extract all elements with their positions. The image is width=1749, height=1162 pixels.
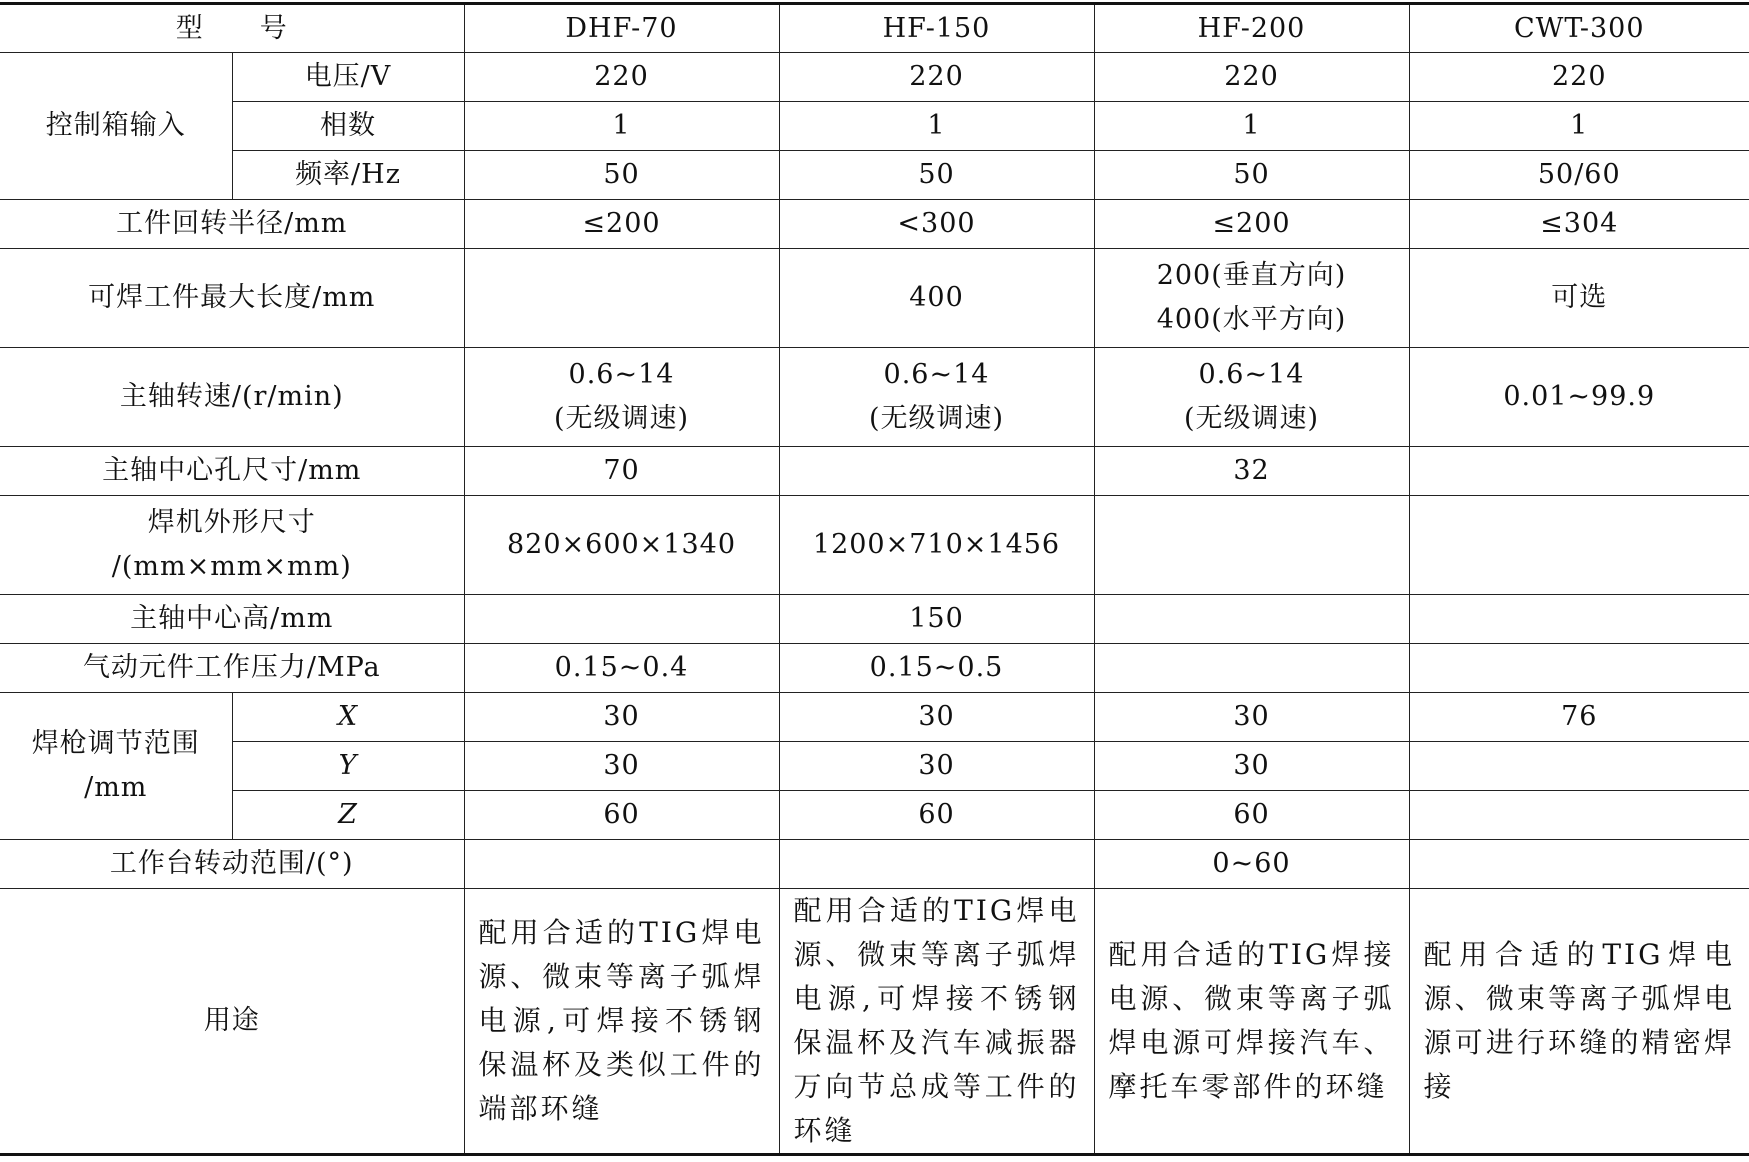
cell <box>464 249 779 348</box>
cell: 50 <box>1094 151 1409 200</box>
row-label: 用途 <box>0 889 464 1155</box>
cell <box>1409 791 1749 840</box>
model-header: CWT-300 <box>1409 4 1749 53</box>
table-row <box>0 644 1749 693</box>
cell-note: (无级调速) <box>553 403 690 434</box>
cell <box>779 447 1094 496</box>
row-label: 工件回转半径/mm <box>0 200 464 249</box>
cell-line: 400(水平方向) <box>1156 304 1347 335</box>
row-label: 相数 <box>232 102 464 151</box>
table-row <box>0 53 1749 102</box>
cell <box>1094 644 1409 693</box>
cell: 60 <box>464 791 779 840</box>
table-row <box>0 447 1749 496</box>
cell: 0.15~0.5 <box>779 644 1094 693</box>
cell <box>1409 447 1749 496</box>
row-label-line: 焊机外形尺寸 <box>147 507 316 538</box>
table-row <box>0 200 1749 249</box>
usage-cell: 配用合适的TIG焊电源、微束等离子弧焊电源,可焊接不锈钢保温杯及汽车减振器万向节总成等工件的环缝 <box>779 889 1094 1155</box>
cell: 30 <box>779 742 1094 791</box>
cell: 50/60 <box>1409 151 1749 200</box>
cell: 0~60 <box>1094 840 1409 889</box>
group-label-control-box: 控制箱输入 <box>0 53 232 200</box>
cell: 1 <box>1094 102 1409 151</box>
cell <box>1409 496 1749 595</box>
row-label: 气动元件工作压力/MPa <box>0 644 464 693</box>
cell-line: 0.6~14 <box>883 359 990 390</box>
cell: 220 <box>1094 53 1409 102</box>
cell: 400 <box>779 249 1094 348</box>
cell: 60 <box>779 791 1094 840</box>
cell <box>1409 742 1749 791</box>
cell <box>1094 348 1409 447</box>
row-label: 主轴中心高/mm <box>0 595 464 644</box>
cell: 60 <box>1094 791 1409 840</box>
row-label: 主轴中心孔尺寸/mm <box>0 447 464 496</box>
table-row <box>0 102 1749 151</box>
table-row <box>0 791 1749 840</box>
cell-note: (无级调速) <box>868 403 1005 434</box>
cell <box>464 348 779 447</box>
row-label: 可焊工件最大长度/mm <box>0 249 464 348</box>
cell: 220 <box>1409 53 1749 102</box>
cell-line: 0.6~14 <box>568 359 675 390</box>
cell: 1200×710×1456 <box>779 496 1094 595</box>
row-label: 频率/Hz <box>232 151 464 200</box>
table-row <box>0 249 1749 348</box>
cell: 70 <box>464 447 779 496</box>
cell: ≤200 <box>464 200 779 249</box>
table-row <box>0 348 1749 447</box>
axis-label-y: Y <box>232 742 464 791</box>
cell <box>1094 496 1409 595</box>
cell: <300 <box>779 200 1094 249</box>
cell <box>1409 644 1749 693</box>
cell: 0.15~0.4 <box>464 644 779 693</box>
row-label: 工作台转动范围/(°) <box>0 840 464 889</box>
cell: 1 <box>464 102 779 151</box>
table-row <box>0 693 1749 742</box>
header-label: 型 号 <box>0 4 464 53</box>
row-label-line: /(mm×mm×mm) <box>111 551 352 582</box>
cell: 820×600×1340 <box>464 496 779 595</box>
cell <box>1094 595 1409 644</box>
usage-cell: 配用合适的TIG焊电源、微束等离子弧焊电源,可焊接不锈钢保温杯及类似工件的端部环缝 <box>464 889 779 1155</box>
cell: 50 <box>779 151 1094 200</box>
cell: 220 <box>779 53 1094 102</box>
table-row <box>0 889 1749 1155</box>
cell: ≤200 <box>1094 200 1409 249</box>
axis-label-z: Z <box>232 791 464 840</box>
cell <box>1409 595 1749 644</box>
cell: ≤304 <box>1409 200 1749 249</box>
row-label <box>0 496 464 595</box>
cell: 50 <box>464 151 779 200</box>
cell <box>1409 840 1749 889</box>
cell: 30 <box>464 742 779 791</box>
model-header: HF-200 <box>1094 4 1409 53</box>
cell <box>464 595 779 644</box>
cell: 32 <box>1094 447 1409 496</box>
cell-line: 0.6~14 <box>1198 359 1305 390</box>
table-row <box>0 742 1749 791</box>
table-row <box>0 840 1749 889</box>
cell: 1 <box>1409 102 1749 151</box>
cell: 30 <box>464 693 779 742</box>
cell: 30 <box>1094 742 1409 791</box>
cell: 150 <box>779 595 1094 644</box>
cell: 220 <box>464 53 779 102</box>
row-label: 电压/V <box>232 53 464 102</box>
cell: 0.01~99.9 <box>1409 348 1749 447</box>
cell <box>779 348 1094 447</box>
usage-cell: 配用合适的TIG焊电源、微束等离子弧焊电源可进行环缝的精密焊接 <box>1409 889 1749 1155</box>
group-label-line: /mm <box>84 772 148 803</box>
cell <box>1094 249 1409 348</box>
group-label-line: 焊枪调节范围 <box>31 728 200 759</box>
axis-label-x: X <box>232 693 464 742</box>
cell: 可选 <box>1409 249 1749 348</box>
table-row <box>0 595 1749 644</box>
model-header: HF-150 <box>779 4 1094 53</box>
cell-line: 200(垂直方向) <box>1156 260 1347 291</box>
header-row <box>0 4 1749 53</box>
model-header: DHF-70 <box>464 4 779 53</box>
cell: 1 <box>779 102 1094 151</box>
table-row <box>0 496 1749 595</box>
cell-note: (无级调速) <box>1183 403 1320 434</box>
table-row <box>0 151 1749 200</box>
group-label-torch <box>0 693 232 840</box>
cell: 30 <box>779 693 1094 742</box>
row-label: 主轴转速/(r/min) <box>0 348 464 447</box>
cell: 30 <box>1094 693 1409 742</box>
usage-cell: 配用合适的TIG焊接电源、微束等离子弧焊电源可焊接汽车、摩托车零部件的环缝 <box>1094 889 1409 1155</box>
spec-table <box>0 2 1749 1156</box>
cell <box>464 840 779 889</box>
cell <box>779 840 1094 889</box>
cell: 76 <box>1409 693 1749 742</box>
